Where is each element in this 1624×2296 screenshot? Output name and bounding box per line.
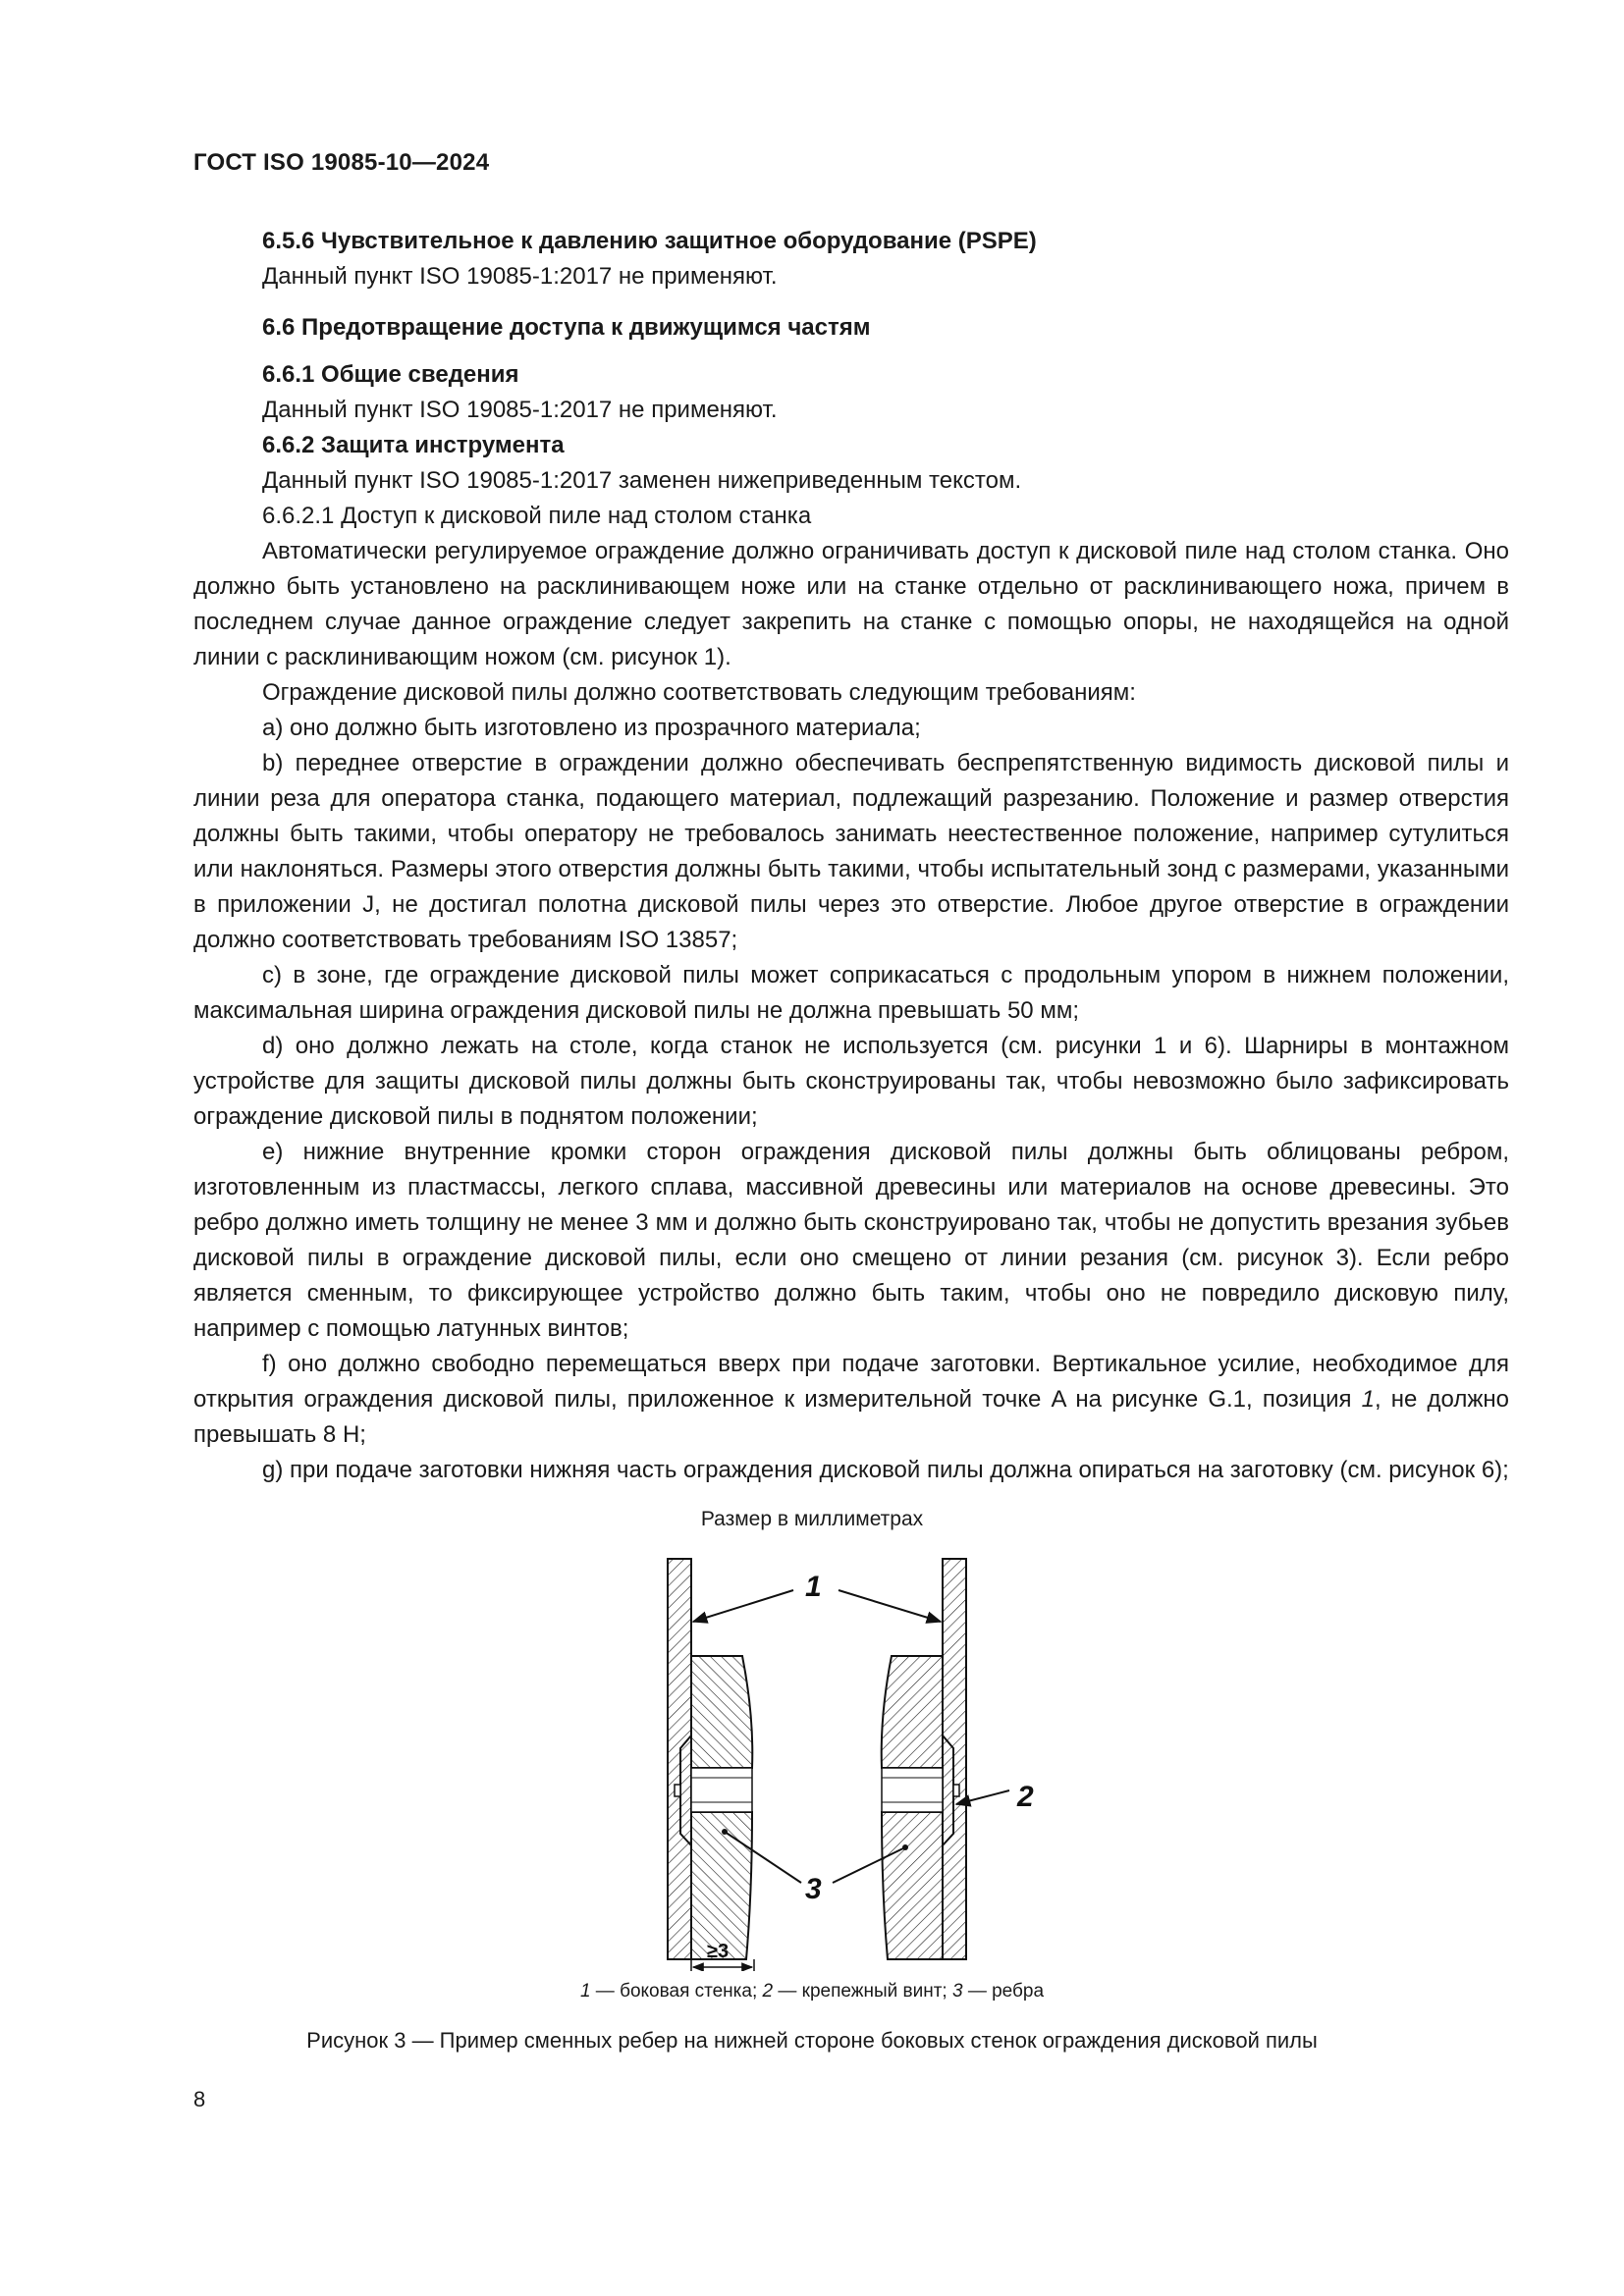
legend-number-2: 2	[762, 1981, 774, 2002]
section-heading-6-6-2: 6.6.2 Защита инструмента	[262, 432, 565, 458]
list-item-a: a) оно должно быть изготовлено из прозрачного материала;	[262, 715, 921, 741]
dimension-label: ≥3	[707, 1941, 730, 1962]
leader-1-left	[693, 1590, 793, 1622]
label-2: 2	[1017, 1781, 1034, 1813]
list-item-b: b) переднее отверстие в ограждении должно обеспечивать беспрепятственную видимость дисковой пилы и линии реза для оператора станка, подающего материал, подлежащий разрезанию. Положение и размер отверстия должны быть такими, чтобы оператору не требовалось занимать неестественное положение, например сутулиться или наклоняться. Размеры этого отверстия должны быть такими, чтобы испытательный зонд с размерами, указанными в приложении J, не достигал полотна дисковой пилы через это отверстие. Любое другое отверстие в ограждении должно соответствовать требованиям ISO 13857;	[193, 750, 1509, 953]
legend-number-1: 1	[579, 1981, 591, 2002]
label-1: 1	[805, 1571, 822, 1603]
list-item-f-part2: , не должно превышать 8 Н;	[193, 1386, 1509, 1448]
list-item-f-part1: f) оно должно свободно перемещаться вверх при подаче заготовки. Вертикальное усилие, необходимое для открытия ограждения дисковой пилы, приложенное к измерительной точке A на рисунке G.1, позиция	[193, 1351, 1509, 1413]
section-heading-6-6: 6.6 Предотвращение доступа к движущимся частям	[262, 314, 871, 341]
subsection-title-6-6-2-1: 6.6.2.1 Доступ к дисковой пиле над столом станка	[262, 503, 812, 529]
list-item-f	[193, 1347, 1509, 1453]
paragraph: Ограждение дисковой пилы должно соответствовать следующим требованиям:	[262, 679, 1136, 706]
label-3: 3	[805, 1873, 822, 1905]
legend-text-3: — ребра	[962, 1981, 1045, 2002]
section-heading-6-6-1: 6.6.1 Общие сведения	[262, 361, 519, 388]
left-rib-lower	[691, 1812, 752, 1959]
right-screw-bore	[882, 1768, 943, 1812]
paragraph: Автоматически регулируемое ограждение должно ограничивать доступ к дисковой пиле над столом станка. Оно должно быть установлено на расклинивающем ноже или на станке отдельно от расклинивающего ножа, причем в последнем случае данное ограждение следует закрепить на станке с помощью опоры, не находящейся на одной линии с расклинивающим ножом (см. рисунок 1).	[193, 538, 1509, 670]
legend-number-3: 3	[951, 1981, 963, 2002]
document-header: ГОСТ ISO 19085-10—2024	[193, 149, 490, 176]
leader-1-right	[839, 1590, 941, 1622]
page-number: 8	[193, 2087, 206, 2111]
left-screw-bore	[691, 1768, 752, 1812]
figure-3-drawing	[648, 1539, 1060, 1971]
legend-text-2: — крепежный винт;	[773, 1981, 952, 2002]
left-rib-upper	[691, 1656, 752, 1768]
document-body	[193, 224, 1509, 1488]
list-item-c: c) в зоне, где ограждение дисковой пилы может соприкасаться с продольным упором в нижнем положении, максимальная ширина ограждения дисковой пилы не должна превышать 50 мм;	[193, 962, 1509, 1024]
list-item-d: d) оно должно лежать на столе, когда станок не используется (см. рисунки 1 и 6). Шарниры в монтажном устройстве для защиты дисковой пилы должны быть сконструированы так, чтобы невозможно было зафиксировать ограждение дисковой пилы в поднятом положении;	[193, 1033, 1509, 1130]
paragraph: Данный пункт ISO 19085-1:2017 не применяют.	[262, 263, 778, 290]
section-heading-6-5-6: 6.5.6 Чувствительное к давлению защитное оборудование (PSPE)	[262, 228, 1037, 254]
dimension-note: Размер в миллиметрах	[700, 1508, 924, 1530]
figure-3	[648, 1539, 1060, 1976]
right-rib-lower	[882, 1812, 943, 1959]
figure-caption: Рисунок 3 — Пример сменных ребер на нижней стороне боковых стенок ограждения дисковой пилы	[306, 2028, 1318, 2053]
paragraph: Данный пункт ISO 19085-1:2017 заменен нижеприведенным текстом.	[262, 467, 1022, 494]
right-rib-upper	[882, 1656, 943, 1768]
legend-text-1: — боковая стенка;	[590, 1981, 763, 2002]
paragraph: Данный пункт ISO 19085-1:2017 не применяют.	[262, 397, 778, 423]
list-item-f-position: 1	[1361, 1386, 1375, 1413]
list-item-g: g) при подаче заготовки нижняя часть ограждения дисковой пилы должна опираться на заготовку (см. рисунок 6);	[262, 1457, 1509, 1483]
list-item-e: e) нижние внутренние кромки сторон ограждения дисковой пилы должны быть облицованы ребром, изготовленным из пластмассы, легкого сплава, массивной древесины или материалов на основе древесины. Это ребро должно иметь толщину не менее 3 мм и должно быть сконструировано так, чтобы не допустить врезания зубьев дисковой пилы в ограждение дисковой пилы, если оно смещено от линии резания (см. рисунок 3). Если ребро является сменным, то фиксирующее устройство должно быть таким, чтобы оно не повредило дисковую пилу, например с помощью латунных винтов;	[193, 1139, 1509, 1342]
figure-legend	[0, 1981, 1624, 2002]
